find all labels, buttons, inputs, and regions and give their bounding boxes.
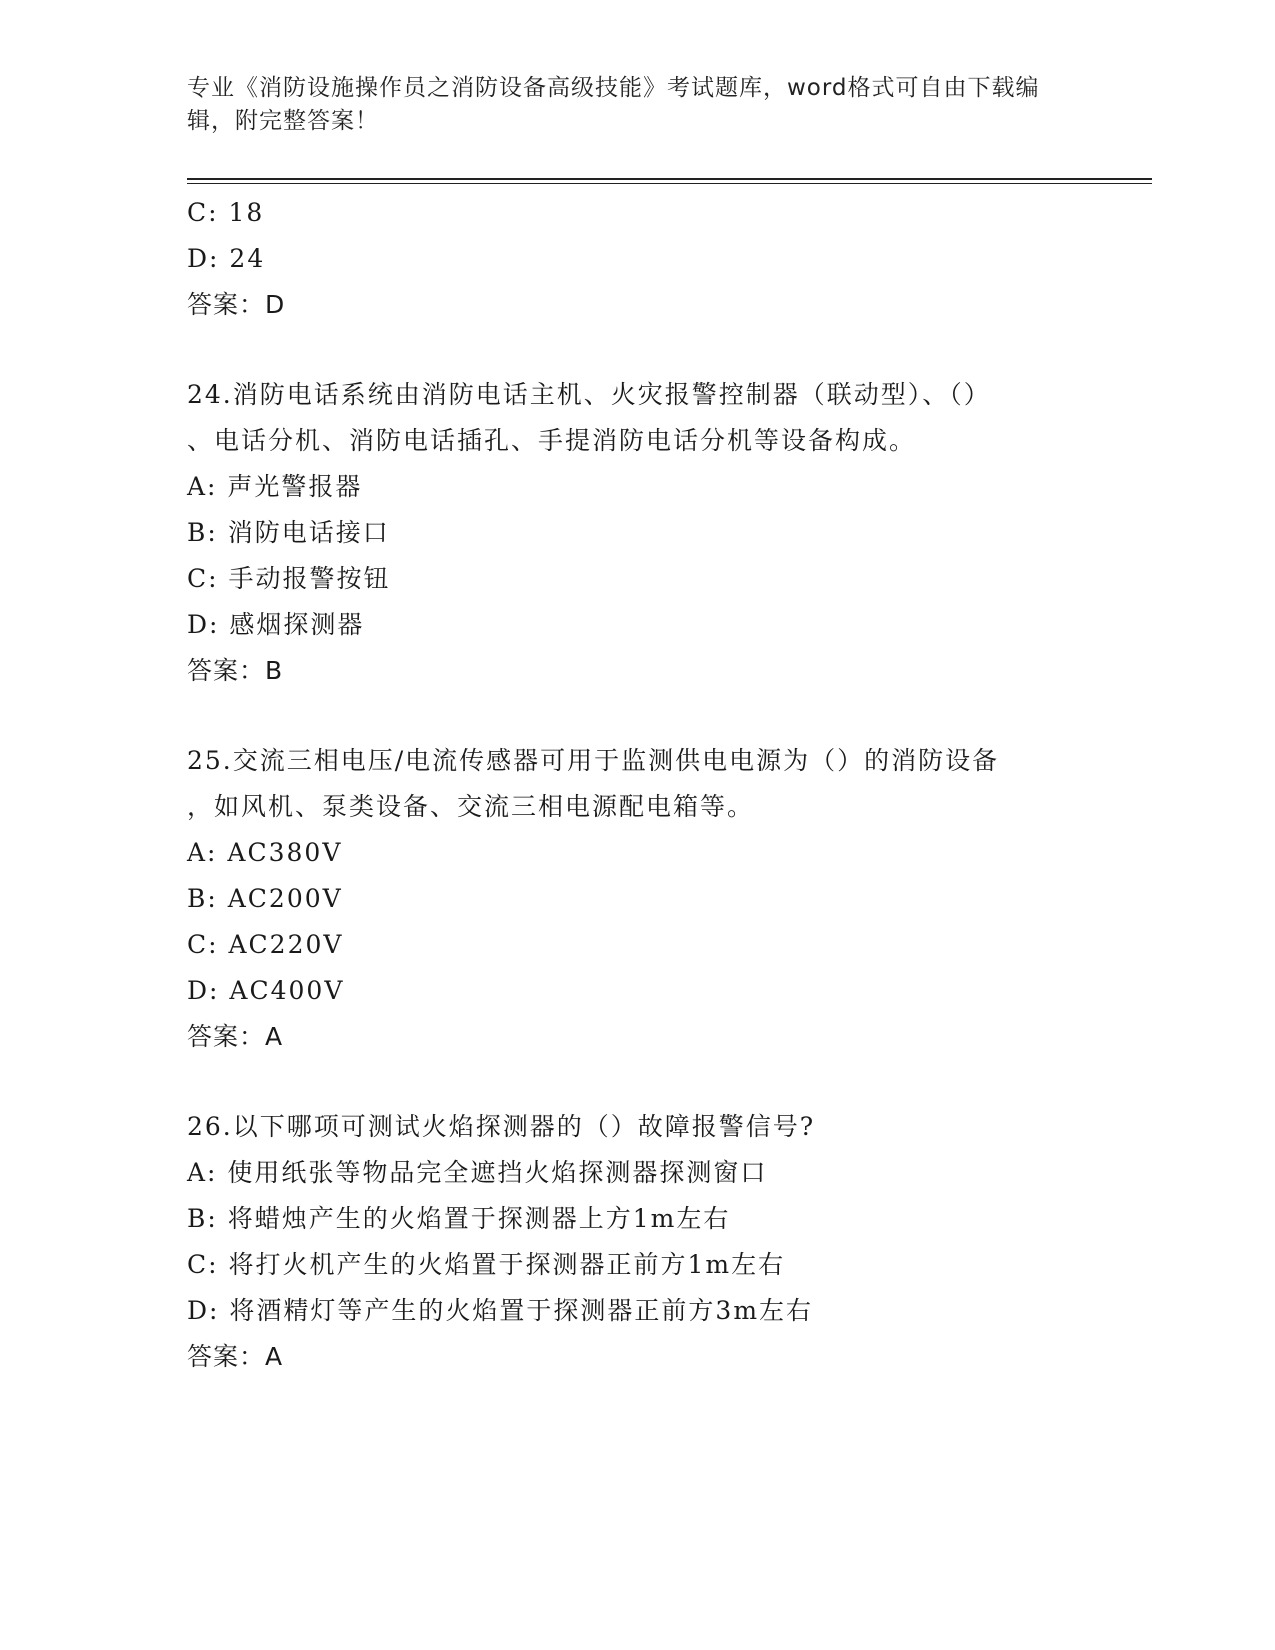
option-a: A: 声光警报器 [187, 472, 363, 501]
header-divider-thin [187, 183, 1152, 184]
option-d: D: 24 [187, 244, 266, 273]
question-block-25 [187, 738, 1087, 1060]
option-b: B: AC200V [187, 884, 343, 913]
answer-line: 答案：B [187, 656, 284, 685]
question-block-23-tail [187, 190, 1087, 328]
document-header [187, 72, 1087, 138]
option-c: C: AC220V [187, 930, 344, 959]
answer-line: 答案：A [187, 1022, 284, 1051]
option-c: C: 将打火机产生的火焰置于探测器正前方1m左右 [187, 1250, 786, 1279]
header-divider-thick [187, 178, 1152, 180]
question-stem-cont: ，如风机、泵类设备、交流三相电源配电箱等。 [187, 792, 755, 821]
header-line-1: 专业《消防设施操作员之消防设备高级技能》考试题库，word格式可自由下载编 [187, 75, 1040, 101]
option-c: C: 18 [187, 198, 265, 227]
question-stem-cont: 、电话分机、消防电话插孔、手提消防电话分机等设备构成。 [187, 426, 917, 455]
answer-line: 答案：A [187, 1342, 284, 1371]
question-block-26 [187, 1104, 1087, 1380]
option-a: A: 使用纸张等物品完全遮挡火焰探测器探测窗口 [187, 1158, 768, 1187]
answer-line: 答案：D [187, 290, 286, 319]
option-d: D: AC400V [187, 976, 345, 1005]
question-stem: 24.消防电话系统由消防电话主机、火灾报警控制器（联动型）、（） [187, 380, 991, 409]
option-a: A: AC380V [187, 838, 343, 867]
option-c: C: 手动报警按钮 [187, 564, 391, 593]
question-stem: 25.交流三相电压/电流传感器可用于监测供电电源为（）的消防设备 [187, 746, 1000, 775]
question-block-24 [187, 372, 1087, 694]
option-b: B: 消防电话接口 [187, 518, 390, 547]
option-d: D: 将酒精灯等产生的火焰置于探测器正前方3m左右 [187, 1296, 814, 1325]
option-d: D: 感烟探测器 [187, 610, 365, 639]
question-list [187, 190, 1087, 1380]
header-line-2: 辑，附完整答案！ [187, 108, 379, 134]
question-stem: 26.以下哪项可测试火焰探测器的（）故障报警信号? [187, 1112, 816, 1141]
option-b: B: 将蜡烛产生的火焰置于探测器上方1m左右 [187, 1204, 731, 1233]
